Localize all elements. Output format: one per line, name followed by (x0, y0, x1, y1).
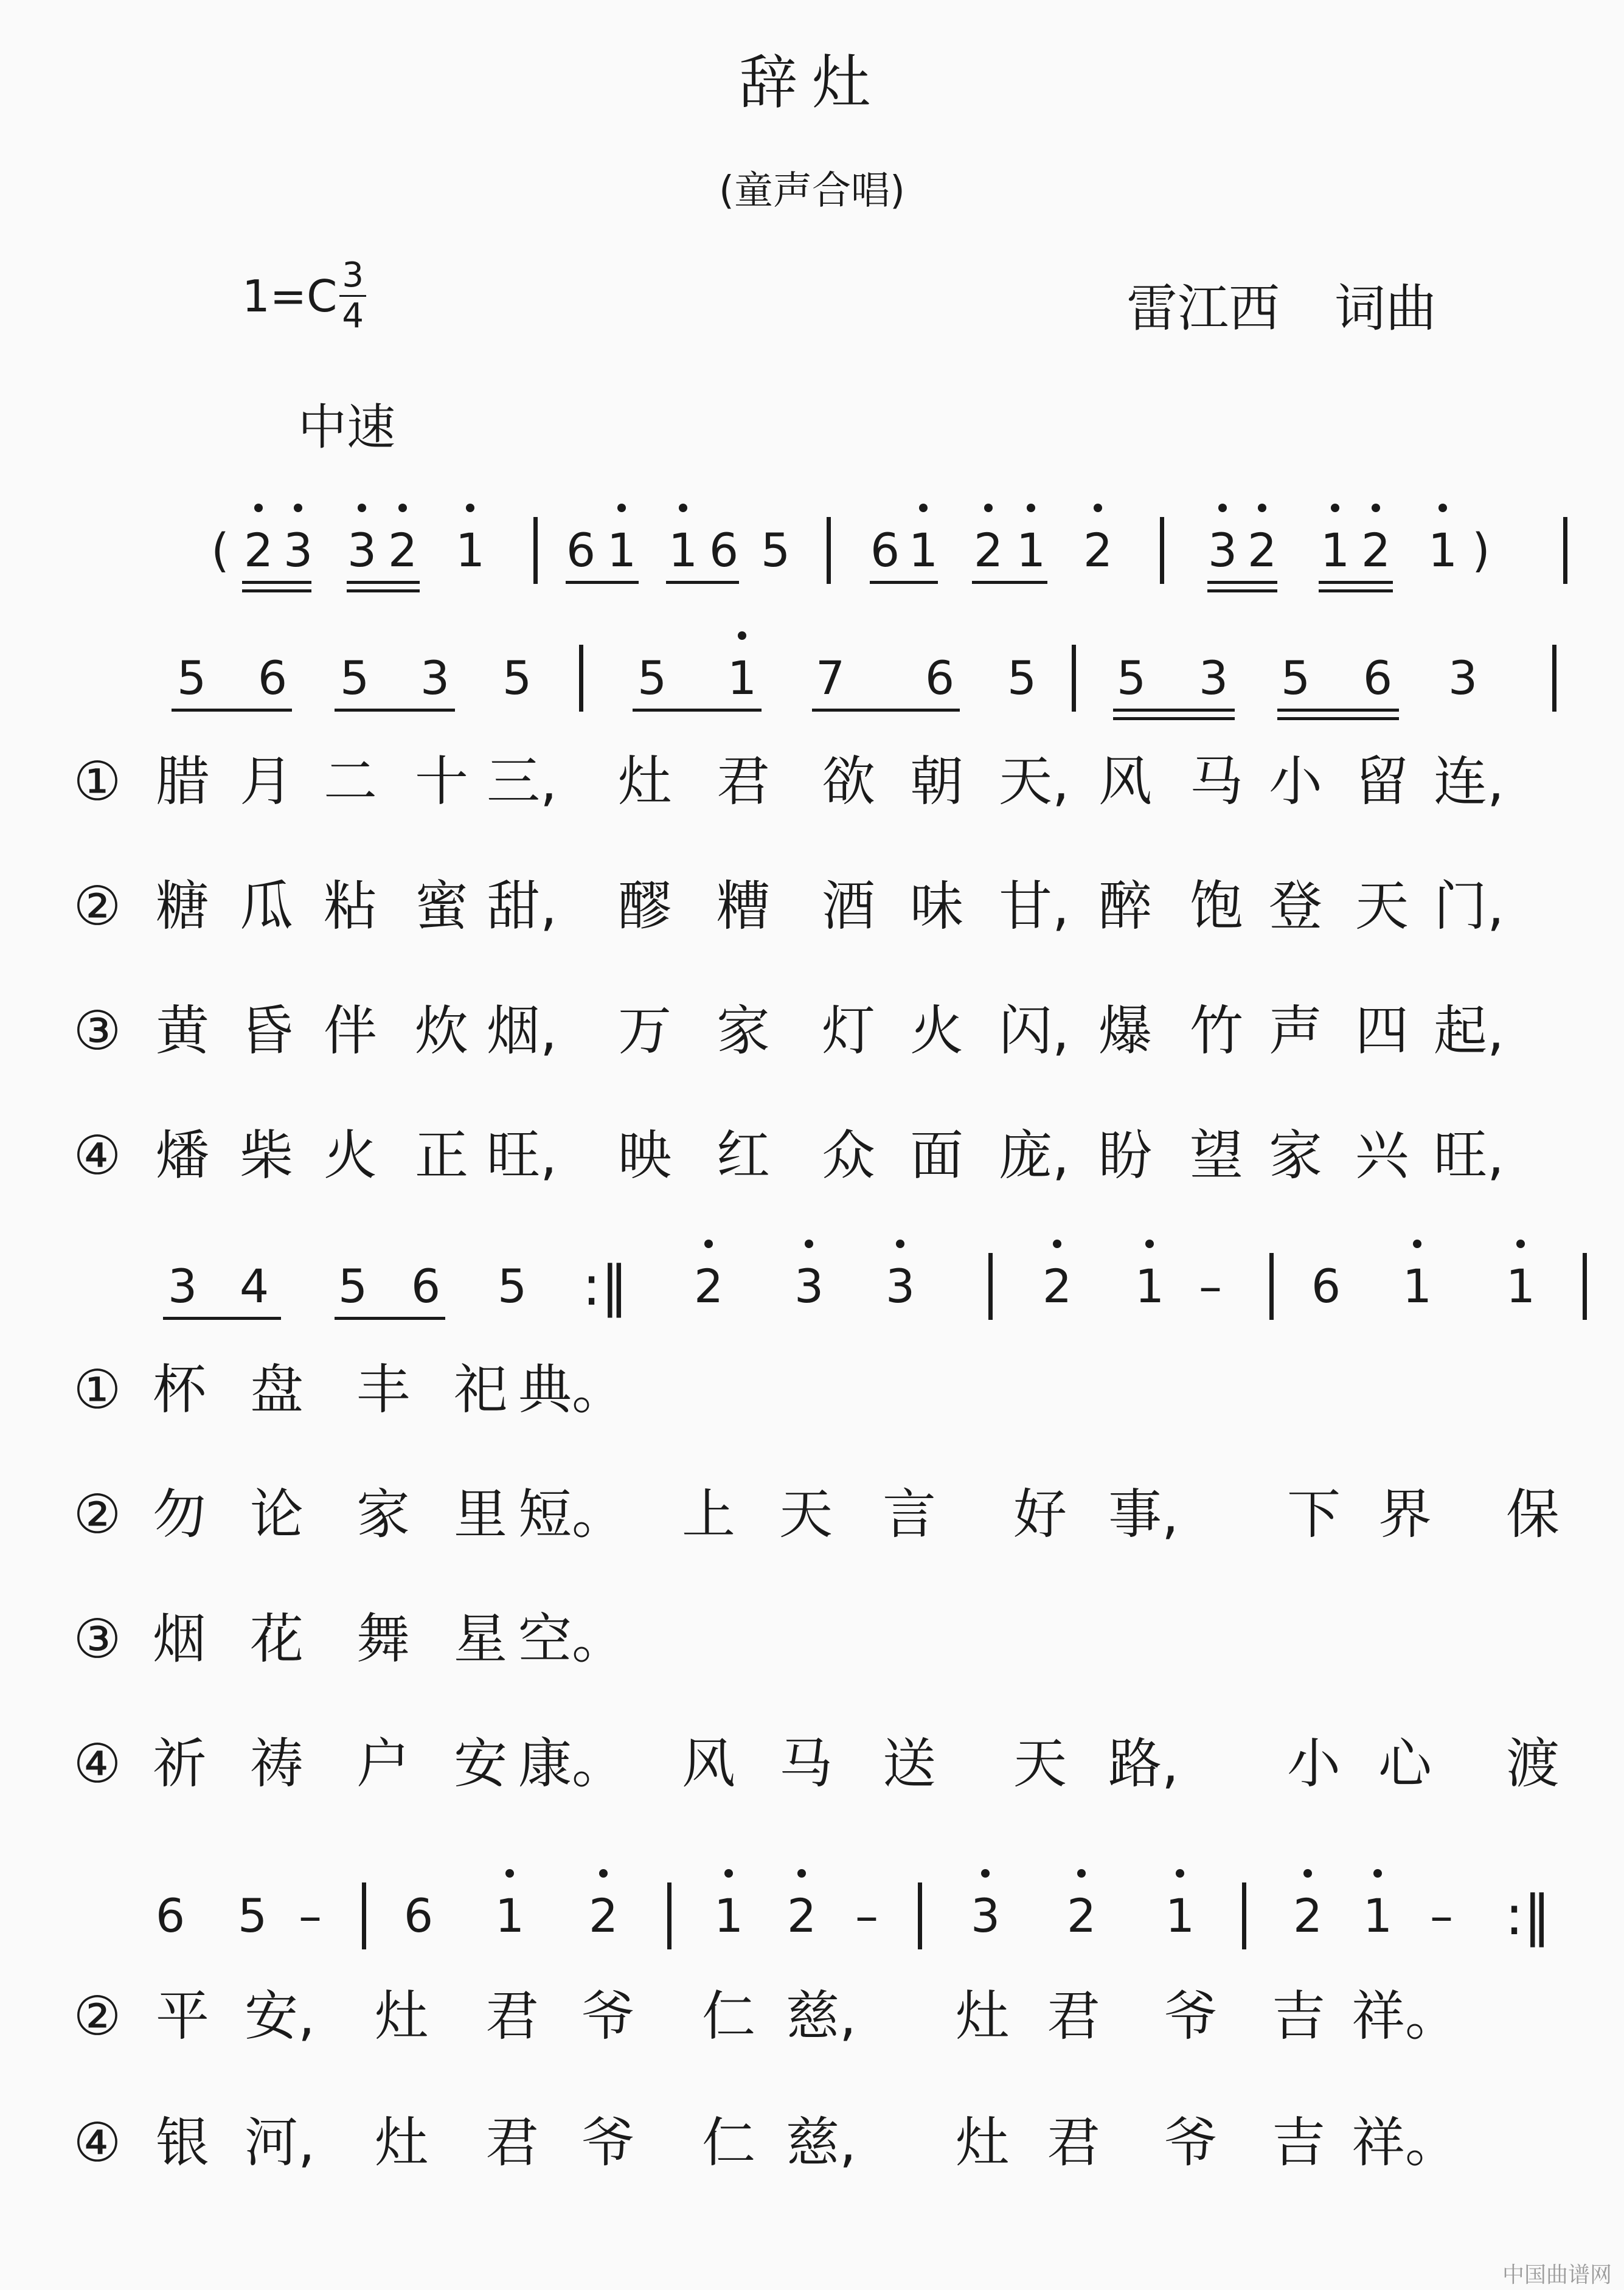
note: 1 (668, 523, 698, 577)
octave-dot (1258, 504, 1266, 512)
note: 3 (283, 523, 313, 577)
lyric-syllable: 糟 (716, 875, 771, 937)
dash-note: – (855, 1889, 878, 1943)
beam-underline (1113, 709, 1235, 712)
lyric-syllable: 路, (1108, 1732, 1179, 1795)
lyric-syllable: 爷 (581, 1985, 636, 2047)
lyric-syllable: 爷 (581, 2111, 636, 2174)
lyric-syllable: 吉 (1271, 1985, 1326, 2047)
beam-underline-second (347, 589, 420, 592)
note: 2 (1066, 1889, 1097, 1943)
author-name: 雷江西 (1126, 279, 1280, 338)
note: 6 (403, 1889, 434, 1943)
note: 1 (606, 523, 637, 577)
verse-number: ② (73, 1985, 122, 2047)
lyric-syllable: 界 (1378, 1483, 1432, 1546)
lyric-syllable: 上 (681, 1483, 736, 1546)
lyric-syllable: 留 (1355, 750, 1409, 813)
credits (1126, 268, 1437, 341)
octave-dot (797, 1869, 806, 1878)
lyric-syllable: 万 (617, 999, 672, 1062)
barline (1552, 645, 1556, 712)
octave-dot (1077, 1869, 1086, 1878)
lyric-syllable: 旺, (1434, 1124, 1504, 1187)
lyric-syllable: 二 (323, 750, 378, 813)
octave-dot (599, 1869, 608, 1878)
lyric-syllable: 糖 (155, 875, 210, 937)
note: 1 (1165, 1889, 1195, 1943)
lyric-syllable: 家 (1268, 1124, 1323, 1187)
verse-number: ③ (73, 999, 122, 1062)
lyric-syllable: 映 (617, 1124, 672, 1187)
note: 4 (239, 1259, 269, 1313)
lyric-syllable: 甜, (487, 875, 557, 937)
lyric-syllable: 君 (485, 2111, 540, 2174)
note: 1 (713, 1889, 744, 1943)
lyric-syllable: 论 (249, 1483, 304, 1546)
note: 2 (693, 1259, 724, 1313)
lyric-syllable: 渡 (1505, 1732, 1560, 1795)
octave-dot (1413, 1240, 1421, 1248)
lyric-syllable: 君 (716, 750, 771, 813)
lyric-syllable: 送 (882, 1732, 937, 1795)
note: 1 (1362, 1889, 1393, 1943)
lyric-syllable: 欲 (821, 750, 876, 813)
beam-underline (972, 581, 1047, 584)
note: 3 (420, 651, 450, 705)
dash-note: – (1199, 1259, 1222, 1313)
lyric-syllable: 祈 (152, 1732, 207, 1795)
bracket: ) (1472, 523, 1490, 577)
note: 3 (794, 1259, 824, 1313)
beam-underline-second (1319, 589, 1393, 592)
dash-note: – (1430, 1889, 1453, 1943)
octave-dot (505, 1869, 514, 1878)
note: 1 (1402, 1259, 1432, 1313)
note: 5 (760, 523, 791, 577)
lyric-syllable: 烟 (152, 1608, 207, 1670)
lyric-syllable: 吉 (1271, 2111, 1326, 2174)
beam-underline (666, 581, 739, 584)
lyric-syllable: 天, (999, 750, 1069, 813)
note: 5 (637, 651, 667, 705)
barline (1072, 645, 1076, 712)
barline (1160, 517, 1164, 584)
lyric-syllable: 四 (1355, 999, 1409, 1062)
note: 6 (257, 651, 288, 705)
lyric-syllable: 灯 (821, 999, 876, 1062)
beam-underline (172, 709, 292, 712)
time-numerator: 3 (339, 258, 366, 297)
note: 3 (1207, 523, 1238, 577)
lyric-syllable: 声 (1268, 999, 1323, 1062)
barline (579, 645, 583, 712)
note: 2 (387, 523, 418, 577)
note: 1 (1428, 523, 1458, 577)
lyric-syllable: 望 (1189, 1124, 1244, 1187)
lyric-syllable: 事, (1108, 1483, 1179, 1546)
lyric-syllable: 粘 (323, 875, 378, 937)
note: 5 (1116, 651, 1147, 705)
beam-underline (335, 1317, 445, 1320)
verse-number: ④ (73, 1124, 122, 1187)
lyric-syllable: 君 (485, 1985, 540, 2047)
lyric-syllable: 爆 (1098, 999, 1153, 1062)
verse-number: ② (73, 1483, 122, 1546)
beam-underline-second (1207, 589, 1277, 592)
lyric-syllable: 酒 (821, 875, 876, 937)
octave-dot (1176, 1869, 1184, 1878)
verse-number: ① (73, 750, 122, 813)
lyric-syllable: 平 (155, 1985, 210, 2047)
barline (533, 517, 538, 584)
lyric-syllable: 灶 (374, 2111, 429, 2174)
lyric-syllable: 红 (716, 1124, 771, 1187)
lyric-syllable: 安 (453, 1732, 508, 1795)
verse-number: ① (73, 1358, 122, 1421)
note: 3 (167, 1259, 198, 1313)
octave-dot (1372, 504, 1380, 512)
note: 6 (566, 523, 596, 577)
lyric-syllable: 银 (155, 2111, 210, 2174)
lyric-syllable: 灶 (374, 1985, 429, 2047)
watermark: 中国曲谱网 (1502, 2263, 1612, 2288)
lyric-syllable: 里 (453, 1483, 508, 1546)
note: 5 (237, 1889, 268, 1943)
note: 1 (1134, 1259, 1165, 1313)
barline (362, 1882, 366, 1949)
lyric-syllable: 风 (1098, 750, 1153, 813)
beam-underline-second (242, 589, 311, 592)
note: 3 (885, 1259, 915, 1313)
lyric-syllable: 月 (239, 750, 294, 813)
lyric-syllable: 燔 (155, 1124, 210, 1187)
lyric-syllable: 星 (453, 1608, 508, 1670)
lyric-syllable: 兴 (1355, 1124, 1409, 1187)
note: 3 (347, 523, 377, 577)
lyric-syllable: 君 (1046, 1985, 1101, 2047)
lyric-syllable: 家 (356, 1483, 411, 1546)
note: 1 (1505, 1259, 1536, 1313)
lyric-syllable: 言 (882, 1483, 937, 1546)
note: 6 (411, 1259, 441, 1313)
octave-dot (1373, 1869, 1382, 1878)
lyric-syllable: 保 (1505, 1483, 1560, 1546)
lyric-syllable: 空。 (518, 1608, 626, 1670)
lyric-syllable: 三, (487, 750, 557, 813)
note: 5 (338, 1259, 368, 1313)
lyric-syllable: 醪 (617, 875, 672, 937)
lyric-syllable: 祥。 (1351, 1985, 1459, 2047)
lyric-syllable: 味 (909, 875, 964, 937)
octave-dot (1027, 504, 1035, 512)
lyric-syllable: 伴 (323, 999, 378, 1062)
octave-dot (1053, 1240, 1061, 1248)
lyric-syllable: 炊 (414, 999, 469, 1062)
octave-dot (738, 631, 746, 640)
lyric-syllable: 竹 (1189, 999, 1244, 1062)
note: 6 (1311, 1259, 1341, 1313)
lyric-syllable: 烟, (487, 999, 557, 1062)
note: 2 (973, 523, 1004, 577)
lyric-syllable: 天 (1013, 1732, 1067, 1795)
barline (1242, 1882, 1246, 1949)
barline (1563, 517, 1567, 584)
lyric-syllable: 家 (716, 999, 771, 1062)
lyric-syllable: 柴 (239, 1124, 294, 1187)
beam-underline (1319, 581, 1393, 584)
note: 6 (1362, 651, 1393, 705)
beam-underline (163, 1317, 281, 1320)
note: 1 (727, 651, 757, 705)
beam-underline (335, 709, 455, 712)
lyric-syllable: 昏 (239, 999, 294, 1062)
lyric-syllable: 祥。 (1351, 2111, 1459, 2174)
verse-number: ② (73, 875, 122, 937)
note: 2 (1247, 523, 1277, 577)
octave-dot (1516, 1240, 1525, 1248)
lyric-syllable: 河, (245, 2111, 315, 2174)
note: 3 (970, 1889, 1001, 1943)
beam-underline (812, 709, 960, 712)
note: 1 (1320, 523, 1350, 577)
octave-dot (466, 504, 474, 512)
lyric-syllable: 小 (1286, 1732, 1341, 1795)
time-denominator: 4 (342, 296, 364, 336)
beam-underline (1277, 709, 1399, 712)
lyric-syllable: 醉 (1098, 875, 1153, 937)
lyric-syllable: 门, (1434, 875, 1504, 937)
octave-dot (805, 1240, 813, 1248)
repeat-sign: :‖ (1505, 1884, 1551, 1948)
barline (1269, 1253, 1274, 1320)
beam-underline (566, 581, 639, 584)
barline (1583, 1253, 1587, 1320)
octave-dot (919, 504, 928, 512)
lyric-syllable: 甘, (999, 875, 1069, 937)
lyric-syllable: 下 (1286, 1483, 1341, 1546)
verse-number: ④ (73, 2111, 122, 2174)
note: 5 (176, 651, 207, 705)
note: 5 (1007, 651, 1037, 705)
barline (988, 1253, 993, 1320)
note: 2 (1361, 523, 1391, 577)
barline (667, 1882, 671, 1949)
beam-underline (1207, 581, 1277, 584)
lyric-syllable: 天 (1355, 875, 1409, 937)
octave-dot (1145, 1240, 1154, 1248)
lyric-syllable: 正 (414, 1124, 469, 1187)
lyric-syllable: 饱 (1189, 875, 1244, 937)
lyric-syllable: 旺, (487, 1124, 557, 1187)
lyric-syllable: 灶 (955, 2111, 1010, 2174)
lyric-syllable: 小 (1268, 750, 1323, 813)
lyric-syllable: 典。 (518, 1358, 626, 1421)
lyric-syllable: 心 (1378, 1732, 1432, 1795)
note: 6 (709, 523, 739, 577)
octave-dot (981, 1869, 990, 1878)
lyric-syllable: 连, (1434, 750, 1504, 813)
lyric-syllable: 丰 (356, 1358, 411, 1421)
lyric-syllable: 庞, (999, 1124, 1069, 1187)
verse-number: ③ (73, 1608, 122, 1670)
time-signature (339, 255, 366, 336)
lyric-syllable: 火 (323, 1124, 378, 1187)
lyric-syllable: 火 (909, 999, 964, 1062)
lyric-syllable: 腊 (155, 750, 210, 813)
note: 1 (455, 523, 485, 577)
lyric-syllable: 朝 (909, 750, 964, 813)
note: 1 (494, 1889, 525, 1943)
note: 2 (1083, 523, 1113, 577)
lyric-syllable: 爷 (1164, 1985, 1218, 2047)
dash-note: – (299, 1889, 322, 1943)
lyric-syllable: 康。 (518, 1732, 626, 1795)
song-subtitle: (童声合唱) (719, 168, 905, 213)
note: 5 (497, 1259, 527, 1313)
note: 5 (502, 651, 532, 705)
lyric-syllable: 勿 (152, 1483, 207, 1546)
lyric-syllable: 安, (245, 1985, 315, 2047)
lyric-syllable: 仁 (701, 1985, 756, 2047)
note: 2 (588, 1889, 619, 1943)
note: 2 (786, 1889, 817, 1943)
lyric-syllable: 马 (779, 1732, 833, 1795)
lyric-syllable: 爷 (1164, 2111, 1218, 2174)
lyric-syllable: 盼 (1098, 1124, 1153, 1187)
note: 6 (925, 651, 955, 705)
octave-dot (1331, 504, 1339, 512)
octave-dot (398, 504, 407, 512)
lyric-syllable: 花 (249, 1608, 304, 1670)
lyric-syllable: 慈, (786, 1985, 856, 2047)
octave-dot (358, 504, 366, 512)
tempo-marking: 中速 (298, 399, 395, 456)
lyric-syllable: 黄 (155, 999, 210, 1062)
repeat-sign: :‖ (582, 1254, 628, 1318)
beam-underline (347, 581, 420, 584)
author-role: 词曲 (1334, 279, 1437, 338)
beam-underline (242, 581, 311, 584)
octave-dot (617, 504, 626, 512)
note: 1 (908, 523, 939, 577)
note: 7 (815, 651, 845, 705)
lyric-syllable: 盘 (249, 1358, 304, 1421)
lyric-syllable: 慈, (786, 2111, 856, 2174)
octave-dot (294, 504, 302, 512)
note: 2 (1042, 1259, 1072, 1313)
barline (918, 1882, 922, 1949)
lyric-syllable: 仁 (701, 2111, 756, 2174)
lyric-syllable: 马 (1189, 750, 1244, 813)
octave-dot (896, 1240, 904, 1248)
octave-dot (1218, 504, 1227, 512)
lyric-syllable: 闪, (999, 999, 1069, 1062)
verse-number: ④ (73, 1732, 122, 1795)
lyric-syllable: 登 (1268, 875, 1323, 937)
lyric-syllable: 杯 (152, 1358, 207, 1421)
lyric-syllable: 短。 (518, 1483, 626, 1546)
lyric-syllable: 祀 (453, 1358, 508, 1421)
lyric-syllable: 瓜 (239, 875, 294, 937)
key-prefix: 1=C (242, 270, 338, 322)
beam-underline-second (1113, 717, 1235, 720)
song-title: 辞灶 (739, 49, 885, 117)
lyric-syllable: 风 (681, 1732, 736, 1795)
lyric-syllable: 起, (1434, 999, 1504, 1062)
note: 5 (1280, 651, 1311, 705)
octave-dot (724, 1869, 733, 1878)
lyric-syllable: 天 (779, 1483, 833, 1546)
octave-dot (984, 504, 993, 512)
lyric-syllable: 户 (356, 1732, 411, 1795)
lyric-syllable: 灶 (617, 750, 672, 813)
note: 1 (1016, 523, 1046, 577)
bracket: ( (211, 523, 229, 577)
lyric-syllable: 十 (414, 750, 469, 813)
lyric-syllable: 好 (1013, 1483, 1067, 1546)
note: 3 (1448, 651, 1478, 705)
beam-underline (633, 709, 762, 712)
lyric-syllable: 舞 (356, 1608, 411, 1670)
beam-underline (870, 581, 938, 584)
barline (827, 517, 831, 584)
lyric-syllable: 灶 (955, 1985, 1010, 2047)
octave-dot (704, 1240, 713, 1248)
note: 5 (339, 651, 370, 705)
lyric-syllable: 祷 (249, 1732, 304, 1795)
octave-dot (254, 504, 263, 512)
beam-underline-second (1277, 717, 1399, 720)
lyric-syllable: 蜜 (414, 875, 469, 937)
lyric-syllable: 面 (909, 1124, 964, 1187)
lyric-syllable: 众 (821, 1124, 876, 1187)
key-signature (242, 255, 366, 336)
note: 2 (1293, 1889, 1323, 1943)
octave-dot (1438, 504, 1447, 512)
note: 3 (1198, 651, 1229, 705)
note: 6 (155, 1889, 186, 1943)
octave-dot (1303, 1869, 1312, 1878)
note: 2 (243, 523, 274, 577)
octave-dot (1094, 504, 1102, 512)
note: 6 (870, 523, 900, 577)
octave-dot (679, 504, 687, 512)
lyric-syllable: 君 (1046, 2111, 1101, 2174)
